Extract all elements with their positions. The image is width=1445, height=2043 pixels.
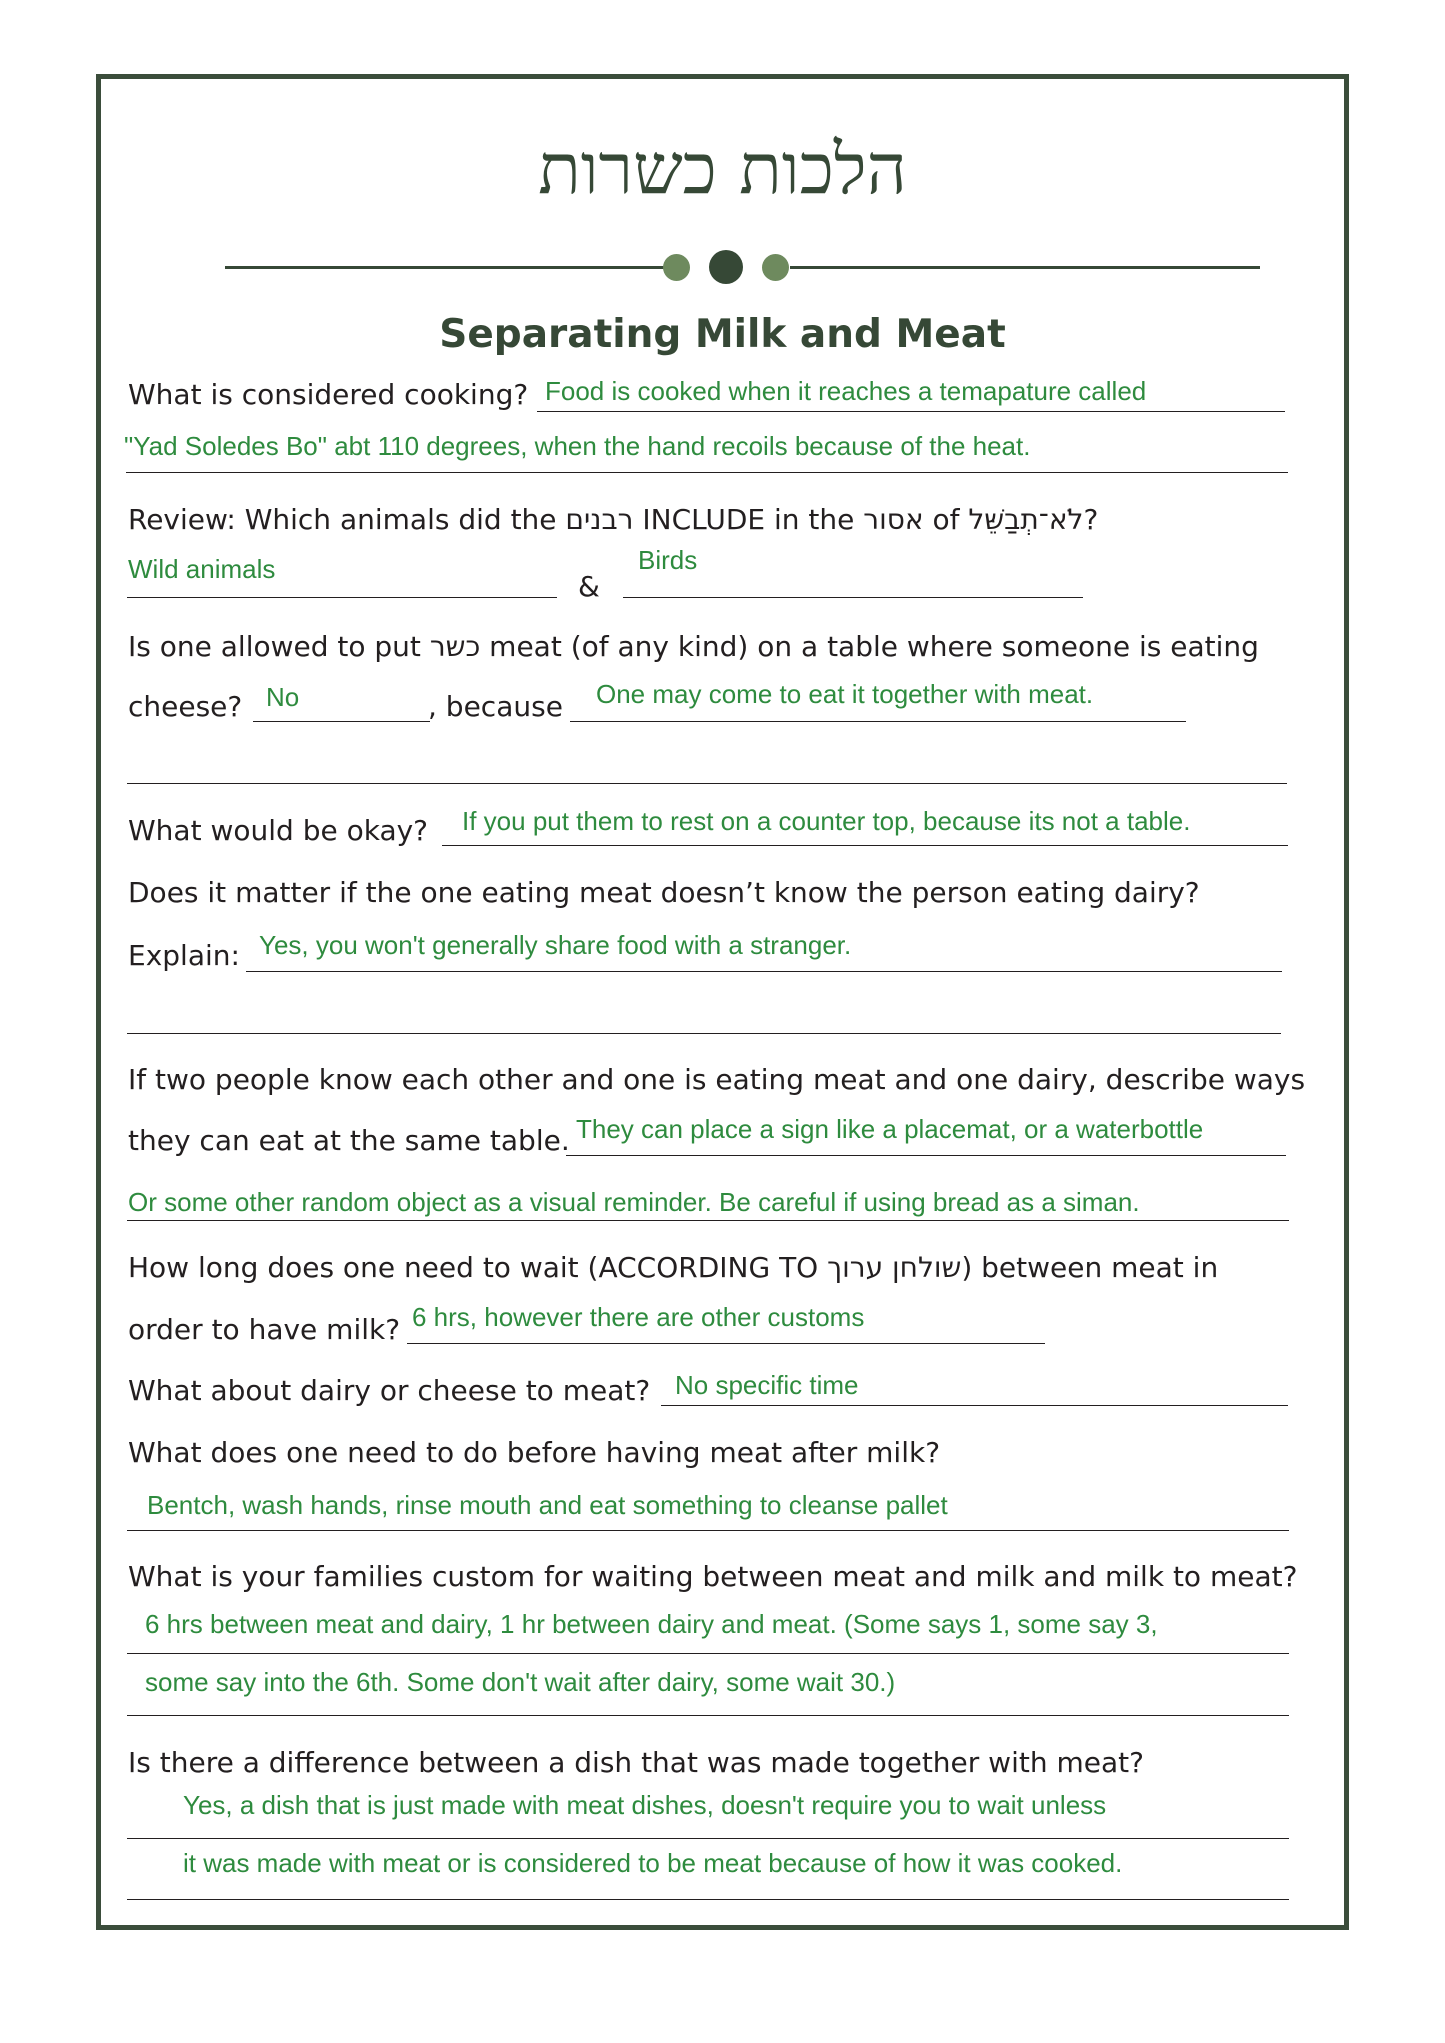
q7-answer-underline xyxy=(407,1343,1045,1344)
q11-answer-line1: Yes, a dish that is just made with meat dishes, doesn't require you to wait unless xyxy=(183,1790,1107,1820)
q6-answer-line2: Or some other random object as a visual reminder. Be careful if using bread as a siman. xyxy=(128,1187,1140,1217)
q2-answer-left: Wild animals xyxy=(128,554,276,584)
q7-question-a: How long does one need to wait (ACCORDING TO xyxy=(128,1251,828,1284)
q1-answer-underline2 xyxy=(126,472,1288,473)
divider-dot-center xyxy=(709,250,743,284)
q4-answer: If you put them to rest on a counter top, because its not a table. xyxy=(462,806,1191,836)
q5-question: Does it matter if the one eating meat doesn’t know the person eating dairy? xyxy=(128,876,1200,909)
hebrew-title: הלכות כשרות xyxy=(538,128,907,210)
q1-answer-line2: "Yad Soledes Bo" abt 110 degrees, when the hand recoils because of the heat. xyxy=(124,431,1031,461)
q11-answer-line2: it was made with meat or is considered to be meat because of how it was cooked. xyxy=(183,1848,1123,1878)
divider-dot-left xyxy=(663,254,690,281)
q10-question: What is your families custom for waiting between meat and milk and milk to meat? xyxy=(128,1560,1298,1593)
q9-question: What does one need to do before having meat after milk? xyxy=(128,1436,941,1469)
q2-question-middle: INCLUDE in the xyxy=(633,503,864,536)
q4-answer-underline xyxy=(442,845,1288,846)
q2-answer-right: Birds xyxy=(638,545,698,575)
q1-question: What is considered cooking? xyxy=(128,378,529,411)
divider-dot-right xyxy=(762,254,789,281)
q9-answer-underline xyxy=(127,1530,1289,1531)
q3-because-label: , because xyxy=(428,690,563,723)
q3-question-b: meat (of any kind) on a table where someone is eating xyxy=(480,630,1259,663)
q6-question-line2: they can eat at the same table. xyxy=(128,1124,570,1157)
q6-question-line1: If two people know each other and one is eating meat and one dairy, describe ways xyxy=(128,1063,1306,1096)
q2-question-suffix: ? xyxy=(1083,503,1099,536)
q11-answer-underline2 xyxy=(127,1899,1289,1900)
q2-question-of: of xyxy=(923,503,969,536)
q8-answer-underline xyxy=(661,1405,1288,1406)
q10-answer-line2: some say into the 6th. Some don't wait after dairy, some wait 30.) xyxy=(145,1667,896,1697)
q1-answer-line1: Food is cooked when it reaches a temapature called xyxy=(545,376,1147,406)
q2-answer-right-underline xyxy=(623,597,1083,598)
q3-cheese-label: cheese? xyxy=(128,690,243,723)
q3-question xyxy=(128,630,1259,663)
q2-ampersand: & xyxy=(578,570,600,603)
q10-answer-underline2 xyxy=(127,1715,1289,1716)
q7-shulchan-aruch: שולחן ערוך xyxy=(827,1251,962,1284)
q8-question: What about dairy or cheese to meat? xyxy=(128,1374,651,1407)
q7-answer: 6 hrs, however there are other customs xyxy=(412,1302,865,1332)
q2-question xyxy=(128,503,1098,536)
page-title: Separating Milk and Meat xyxy=(439,312,1006,357)
q2-assur: אסור xyxy=(863,503,924,536)
divider-right xyxy=(790,266,1260,269)
q5-explain-label: Explain: xyxy=(128,939,240,972)
q6-answer-line1: They can place a sign like a placemat, or a waterbottle xyxy=(576,1114,1204,1144)
q3-yesno-underline xyxy=(253,721,430,722)
q7-question-line2: order to have milk? xyxy=(128,1313,401,1346)
q11-answer-underline1 xyxy=(127,1838,1289,1839)
q6-answer-underline1 xyxy=(566,1155,1286,1156)
q3-answer-because: One may come to eat it together with meat. xyxy=(596,679,1094,709)
q4-question: What would be okay? xyxy=(128,814,429,847)
q7-question-line1 xyxy=(128,1251,1218,1284)
q3-question-a: Is one allowed to put xyxy=(128,630,430,663)
q11-question: Is there a difference between a dish that was made together with meat? xyxy=(128,1746,1144,1779)
q3-extra-underline xyxy=(127,783,1287,784)
q7-question-b: ) between meat in xyxy=(961,1251,1219,1284)
q3-because-underline xyxy=(570,721,1186,722)
q10-answer-line1: 6 hrs between meat and dairy, 1 hr between dairy and meat. (Some says 1, some say 3, xyxy=(145,1609,1158,1639)
q3-answer-yesno: No xyxy=(266,682,300,712)
q2-lo-tevashel: לֹא־תְבַשֵּׁל xyxy=(968,503,1084,536)
divider-left xyxy=(225,266,687,269)
q1-answer-underline1 xyxy=(537,411,1285,412)
q5-answer-underline xyxy=(246,971,1282,972)
q6-answer-underline2 xyxy=(127,1220,1289,1221)
q9-answer: Bentch, wash hands, rinse mouth and eat something to cleanse pallet xyxy=(147,1490,948,1520)
q2-answer-left-underline xyxy=(127,597,557,598)
q3-kosher: כשר xyxy=(429,630,481,663)
q2-question-prefix: Review: Which animals did the xyxy=(128,503,566,536)
q2-rabbanim: רבנים xyxy=(565,503,634,536)
q10-answer-underline1 xyxy=(127,1653,1289,1654)
q8-answer: No specific time xyxy=(675,1370,859,1400)
q5-answer: Yes, you won't generally share food with a stranger. xyxy=(259,930,852,960)
q5-extra-underline xyxy=(127,1033,1281,1034)
